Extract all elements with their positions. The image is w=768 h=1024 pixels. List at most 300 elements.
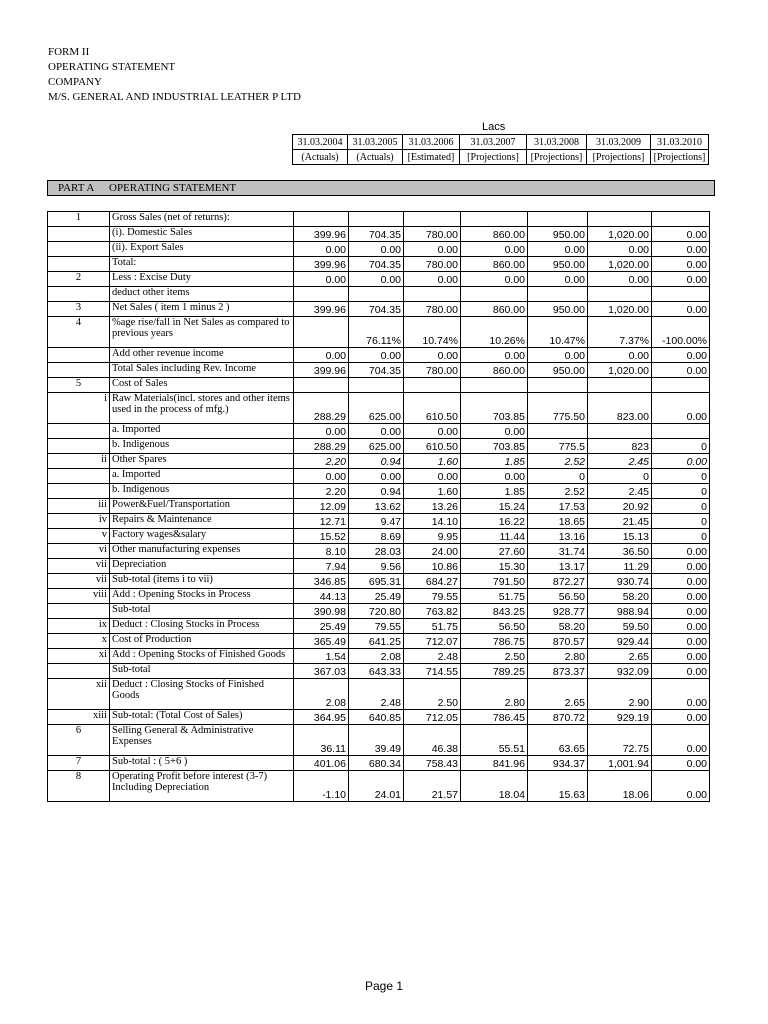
- value-cell: [588, 287, 652, 302]
- value-cell: 367.03: [294, 664, 349, 679]
- value-cell: [404, 287, 461, 302]
- value-cell: 63.65: [528, 725, 588, 756]
- table-row: [48, 574, 710, 589]
- row-number: xiii: [48, 710, 110, 725]
- value-cell: 56.50: [461, 619, 528, 634]
- value-cell: [652, 424, 710, 439]
- row-label: a. Imported: [110, 469, 294, 484]
- value-cell: 929.19: [588, 710, 652, 725]
- value-cell: 8.10: [294, 544, 349, 559]
- value-cell: 10.47%: [528, 317, 588, 348]
- value-cell: 704.35: [349, 257, 404, 272]
- value-cell: 58.20: [588, 589, 652, 604]
- table-row: [48, 212, 710, 227]
- value-cell: 15.24: [461, 499, 528, 514]
- row-number: i: [48, 393, 110, 424]
- value-cell: 870.57: [528, 634, 588, 649]
- value-cell: 0: [528, 469, 588, 484]
- value-cell: 0.00: [652, 710, 710, 725]
- value-cell: 0.00: [652, 634, 710, 649]
- value-cell: 712.07: [404, 634, 461, 649]
- row-number: [48, 363, 110, 378]
- row-label: Sub-total: [110, 604, 294, 619]
- table-row: [48, 469, 710, 484]
- value-cell: 399.96: [294, 363, 349, 378]
- row-label: b. Indigenous: [110, 439, 294, 454]
- value-cell: 930.74: [588, 574, 652, 589]
- value-cell: 0.00: [588, 272, 652, 287]
- value-cell: 1.54: [294, 649, 349, 664]
- row-label: Operating Profit before interest (3-7) Including Depreciation: [110, 771, 294, 802]
- row-label: Selling General & Administrative Expenses: [110, 725, 294, 756]
- row-label: Sub-total: (Total Cost of Sales): [110, 710, 294, 725]
- row-number: 7: [48, 756, 110, 771]
- row-number: [48, 604, 110, 619]
- row-number: ix: [48, 619, 110, 634]
- table-row: [48, 604, 710, 619]
- table-row: [48, 634, 710, 649]
- value-cell: 0.00: [404, 469, 461, 484]
- value-cell: 0.00: [461, 469, 528, 484]
- value-cell: 704.35: [349, 302, 404, 317]
- period-type: (Actuals): [348, 150, 403, 165]
- value-cell: 2.90: [588, 679, 652, 710]
- value-cell: 720.80: [349, 604, 404, 619]
- value-cell: 10.86: [404, 559, 461, 574]
- value-cell: 288.29: [294, 393, 349, 424]
- value-cell: [528, 212, 588, 227]
- value-cell: 2.65: [528, 679, 588, 710]
- value-cell: 0.00: [652, 604, 710, 619]
- value-cell: 0.00: [652, 589, 710, 604]
- value-cell: 2.48: [404, 649, 461, 664]
- period-date: 31.03.2008: [527, 135, 587, 150]
- value-cell: 72.75: [588, 725, 652, 756]
- value-cell: 703.85: [461, 439, 528, 454]
- table-row: [48, 302, 710, 317]
- value-cell: 0.00: [652, 679, 710, 710]
- value-cell: [349, 378, 404, 393]
- row-label: Depreciation: [110, 559, 294, 574]
- table-row: [48, 363, 710, 378]
- value-cell: 610.50: [404, 439, 461, 454]
- value-cell: 13.16: [528, 529, 588, 544]
- value-cell: 0.00: [349, 242, 404, 257]
- row-label: Other manufacturing expenses: [110, 544, 294, 559]
- value-cell: 0.00: [652, 664, 710, 679]
- value-cell: 0.00: [652, 363, 710, 378]
- period-types-row: [293, 150, 709, 165]
- table-row: [48, 559, 710, 574]
- value-cell: 9.47: [349, 514, 404, 529]
- value-cell: 15.63: [528, 771, 588, 802]
- value-cell: [588, 212, 652, 227]
- value-cell: 860.00: [461, 227, 528, 242]
- period-dates-row: [293, 135, 709, 150]
- value-cell: 390.98: [294, 604, 349, 619]
- value-cell: 2.50: [404, 679, 461, 710]
- value-cell: 0.00: [294, 469, 349, 484]
- value-cell: 2.08: [349, 649, 404, 664]
- period-date: 31.03.2005: [348, 135, 403, 150]
- table-row: [48, 679, 710, 710]
- row-number: viii: [48, 589, 110, 604]
- value-cell: 0.00: [652, 771, 710, 802]
- value-cell: 780.00: [404, 363, 461, 378]
- value-cell: 365.49: [294, 634, 349, 649]
- row-number: [48, 227, 110, 242]
- table-row: [48, 771, 710, 802]
- row-number: vii: [48, 574, 110, 589]
- value-cell: 0.00: [652, 649, 710, 664]
- value-cell: 1.60: [404, 454, 461, 469]
- value-cell: 13.26: [404, 499, 461, 514]
- table-row: [48, 424, 710, 439]
- value-cell: [461, 378, 528, 393]
- value-cell: 0.00: [349, 348, 404, 363]
- row-label: (i). Domestic Sales: [110, 227, 294, 242]
- value-cell: 0.00: [652, 302, 710, 317]
- value-cell: 0: [652, 469, 710, 484]
- value-cell: 12.09: [294, 499, 349, 514]
- row-number: 1: [48, 212, 110, 227]
- value-cell: 0.00: [652, 393, 710, 424]
- value-cell: 870.72: [528, 710, 588, 725]
- value-cell: 1,020.00: [588, 257, 652, 272]
- value-cell: 16.22: [461, 514, 528, 529]
- value-cell: [404, 212, 461, 227]
- table-row: [48, 317, 710, 348]
- value-cell: 0.00: [294, 424, 349, 439]
- value-cell: 2.52: [528, 454, 588, 469]
- row-label: Total:: [110, 257, 294, 272]
- value-cell: 76.11%: [349, 317, 404, 348]
- statement-label: OPERATING STATEMENT: [48, 61, 176, 73]
- value-cell: [294, 212, 349, 227]
- value-cell: 680.34: [349, 756, 404, 771]
- value-cell: 714.55: [404, 664, 461, 679]
- value-cell: 0.00: [528, 272, 588, 287]
- table-row: [48, 348, 710, 363]
- value-cell: [349, 287, 404, 302]
- value-cell: 860.00: [461, 363, 528, 378]
- table-row: [48, 725, 710, 756]
- value-cell: 20.92: [588, 499, 652, 514]
- value-cell: [652, 287, 710, 302]
- value-cell: [294, 378, 349, 393]
- value-cell: 1,020.00: [588, 302, 652, 317]
- value-cell: 21.57: [404, 771, 461, 802]
- row-label: Raw Materials(incl. stores and other items used in the process of mfg.): [110, 393, 294, 424]
- value-cell: [588, 424, 652, 439]
- row-label: Sub-total : ( 5+6 ): [110, 756, 294, 771]
- value-cell: [349, 212, 404, 227]
- value-cell: 46.38: [404, 725, 461, 756]
- value-cell: 704.35: [349, 227, 404, 242]
- value-cell: 1.85: [461, 484, 528, 499]
- table-row: [48, 454, 710, 469]
- value-cell: 44.13: [294, 589, 349, 604]
- period-header-table: [292, 134, 709, 165]
- value-cell: 758.43: [404, 756, 461, 771]
- row-number: 5: [48, 378, 110, 393]
- value-cell: 841.96: [461, 756, 528, 771]
- value-cell: 2.50: [461, 649, 528, 664]
- value-cell: 51.75: [404, 619, 461, 634]
- value-cell: 789.25: [461, 664, 528, 679]
- part-a-banner: [47, 180, 715, 196]
- table-row: [48, 544, 710, 559]
- company-label: COMPANY: [48, 76, 103, 88]
- value-cell: 873.37: [528, 664, 588, 679]
- period-date: 31.03.2006: [403, 135, 460, 150]
- value-cell: 25.49: [349, 589, 404, 604]
- table-row: [48, 227, 710, 242]
- value-cell: 0: [652, 499, 710, 514]
- value-cell: 704.35: [349, 363, 404, 378]
- value-cell: 0.00: [404, 424, 461, 439]
- operating-statement-table: [47, 211, 710, 802]
- value-cell: 55.51: [461, 725, 528, 756]
- value-cell: 1,020.00: [588, 363, 652, 378]
- value-cell: 934.37: [528, 756, 588, 771]
- row-label: Cost of Sales: [110, 378, 294, 393]
- value-cell: 15.52: [294, 529, 349, 544]
- value-cell: 18.06: [588, 771, 652, 802]
- table-row: [48, 242, 710, 257]
- value-cell: 0.00: [294, 242, 349, 257]
- period-type: [Estimated]: [403, 150, 460, 165]
- table-row: [48, 529, 710, 544]
- value-cell: 0: [652, 529, 710, 544]
- value-cell: 775.50: [528, 393, 588, 424]
- value-cell: 1.85: [461, 454, 528, 469]
- value-cell: 950.00: [528, 363, 588, 378]
- value-cell: 860.00: [461, 302, 528, 317]
- value-cell: 7.94: [294, 559, 349, 574]
- value-cell: [404, 378, 461, 393]
- value-cell: 786.75: [461, 634, 528, 649]
- row-label: (ii). Export Sales: [110, 242, 294, 257]
- value-cell: 59.50: [588, 619, 652, 634]
- value-cell: 763.82: [404, 604, 461, 619]
- table-row: [48, 619, 710, 634]
- period-date: 31.03.2010: [651, 135, 709, 150]
- value-cell: 640.85: [349, 710, 404, 725]
- value-cell: 0.00: [652, 756, 710, 771]
- value-cell: 27.60: [461, 544, 528, 559]
- value-cell: 625.00: [349, 439, 404, 454]
- value-cell: 823.00: [588, 393, 652, 424]
- table-row: [48, 272, 710, 287]
- value-cell: 9.56: [349, 559, 404, 574]
- value-cell: 0.00: [588, 348, 652, 363]
- value-cell: 625.00: [349, 393, 404, 424]
- row-number: xii: [48, 679, 110, 710]
- row-number: [48, 439, 110, 454]
- value-cell: 950.00: [528, 302, 588, 317]
- row-number: [48, 469, 110, 484]
- table-row: [48, 378, 710, 393]
- value-cell: 31.74: [528, 544, 588, 559]
- value-cell: [528, 287, 588, 302]
- table-row: [48, 439, 710, 454]
- value-cell: 18.65: [528, 514, 588, 529]
- period-type: [Projections]: [651, 150, 709, 165]
- row-number: 3: [48, 302, 110, 317]
- value-cell: 0: [652, 514, 710, 529]
- value-cell: 24.00: [404, 544, 461, 559]
- value-cell: 21.45: [588, 514, 652, 529]
- table-row: [48, 649, 710, 664]
- value-cell: 2.08: [294, 679, 349, 710]
- value-cell: [652, 212, 710, 227]
- value-cell: 13.17: [528, 559, 588, 574]
- table-row: [48, 257, 710, 272]
- value-cell: 695.31: [349, 574, 404, 589]
- value-cell: 843.25: [461, 604, 528, 619]
- value-cell: 15.13: [588, 529, 652, 544]
- value-cell: 11.29: [588, 559, 652, 574]
- row-label: Sub-total: [110, 664, 294, 679]
- value-cell: 1,001.94: [588, 756, 652, 771]
- value-cell: 0.00: [652, 544, 710, 559]
- value-cell: 823: [588, 439, 652, 454]
- value-cell: 780.00: [404, 302, 461, 317]
- value-cell: 2.52: [528, 484, 588, 499]
- value-cell: 79.55: [404, 589, 461, 604]
- value-cell: 51.75: [461, 589, 528, 604]
- row-number: 2: [48, 272, 110, 287]
- part-title: OPERATING STATEMENT: [109, 182, 237, 194]
- value-cell: 0.00: [652, 559, 710, 574]
- value-cell: 0.00: [652, 257, 710, 272]
- row-number: iii: [48, 499, 110, 514]
- value-cell: -100.00%: [652, 317, 710, 348]
- row-label: Factory wages&salary: [110, 529, 294, 544]
- value-cell: 1.60: [404, 484, 461, 499]
- value-cell: [294, 317, 349, 348]
- value-cell: 2.80: [528, 649, 588, 664]
- value-cell: 0.00: [461, 348, 528, 363]
- row-number: [48, 257, 110, 272]
- value-cell: 11.44: [461, 529, 528, 544]
- value-cell: 0.00: [652, 725, 710, 756]
- value-cell: 684.27: [404, 574, 461, 589]
- value-cell: 2.65: [588, 649, 652, 664]
- value-cell: 0.00: [349, 272, 404, 287]
- row-number: v: [48, 529, 110, 544]
- value-cell: 0.00: [461, 242, 528, 257]
- row-number: [48, 664, 110, 679]
- table-row: [48, 589, 710, 604]
- value-cell: 0.00: [349, 424, 404, 439]
- value-cell: 15.30: [461, 559, 528, 574]
- value-cell: 0.00: [294, 348, 349, 363]
- value-cell: 0.00: [652, 454, 710, 469]
- value-cell: 0: [652, 439, 710, 454]
- value-cell: 872.27: [528, 574, 588, 589]
- part-label: PART A: [58, 182, 95, 194]
- value-cell: 928.77: [528, 604, 588, 619]
- value-cell: 288.29: [294, 439, 349, 454]
- row-number: xi: [48, 649, 110, 664]
- value-cell: 0: [652, 484, 710, 499]
- row-number: 4: [48, 317, 110, 348]
- row-label: a. Imported: [110, 424, 294, 439]
- value-cell: 14.10: [404, 514, 461, 529]
- value-cell: 0.00: [652, 574, 710, 589]
- value-cell: 0.00: [349, 469, 404, 484]
- value-cell: 988.94: [588, 604, 652, 619]
- row-label: deduct other items: [110, 287, 294, 302]
- value-cell: 0.00: [652, 348, 710, 363]
- row-number: 6: [48, 725, 110, 756]
- value-cell: 399.96: [294, 302, 349, 317]
- row-label: Power&Fuel/Transportation: [110, 499, 294, 514]
- value-cell: 36.50: [588, 544, 652, 559]
- value-cell: [461, 212, 528, 227]
- value-cell: 0.00: [461, 272, 528, 287]
- value-cell: [294, 287, 349, 302]
- company-name: M/S. GENERAL AND INDUSTRIAL LEATHER P LTD: [48, 91, 301, 103]
- value-cell: 786.45: [461, 710, 528, 725]
- row-number: 8: [48, 771, 110, 802]
- value-cell: 58.20: [528, 619, 588, 634]
- table-row: [48, 287, 710, 302]
- value-cell: 12.71: [294, 514, 349, 529]
- value-cell: 0.00: [404, 242, 461, 257]
- row-label: Less : Excise Duty: [110, 272, 294, 287]
- period-date: 31.03.2004: [293, 135, 348, 150]
- row-number: [48, 348, 110, 363]
- value-cell: 0.94: [349, 454, 404, 469]
- units-label: Lacs: [482, 121, 506, 133]
- value-cell: 24.01: [349, 771, 404, 802]
- value-cell: 0.00: [528, 242, 588, 257]
- value-cell: 10.26%: [461, 317, 528, 348]
- value-cell: 10.74%: [404, 317, 461, 348]
- row-label: Add : Opening Stocks in Process: [110, 589, 294, 604]
- row-number: [48, 424, 110, 439]
- row-number: iv: [48, 514, 110, 529]
- row-number: x: [48, 634, 110, 649]
- value-cell: 932.09: [588, 664, 652, 679]
- value-cell: 2.48: [349, 679, 404, 710]
- row-label: b. Indigenous: [110, 484, 294, 499]
- value-cell: 950.00: [528, 257, 588, 272]
- value-cell: 929.44: [588, 634, 652, 649]
- row-label: Cost of Production: [110, 634, 294, 649]
- value-cell: 39.49: [349, 725, 404, 756]
- table-row: [48, 710, 710, 725]
- value-cell: 399.96: [294, 227, 349, 242]
- row-number: ii: [48, 454, 110, 469]
- period-date: 31.03.2007: [460, 135, 527, 150]
- value-cell: 56.50: [528, 589, 588, 604]
- value-cell: 0.00: [652, 227, 710, 242]
- row-number: vii: [48, 559, 110, 574]
- value-cell: [528, 424, 588, 439]
- period-type: [Projections]: [460, 150, 527, 165]
- row-label: %age rise/fall in Net Sales as compared to previous years: [110, 317, 294, 348]
- row-label: Deduct : Closing Stocks in Process: [110, 619, 294, 634]
- row-label: Sub-total (items i to vii): [110, 574, 294, 589]
- value-cell: 36.11: [294, 725, 349, 756]
- value-cell: 2.80: [461, 679, 528, 710]
- value-cell: 712.05: [404, 710, 461, 725]
- row-number: vi: [48, 544, 110, 559]
